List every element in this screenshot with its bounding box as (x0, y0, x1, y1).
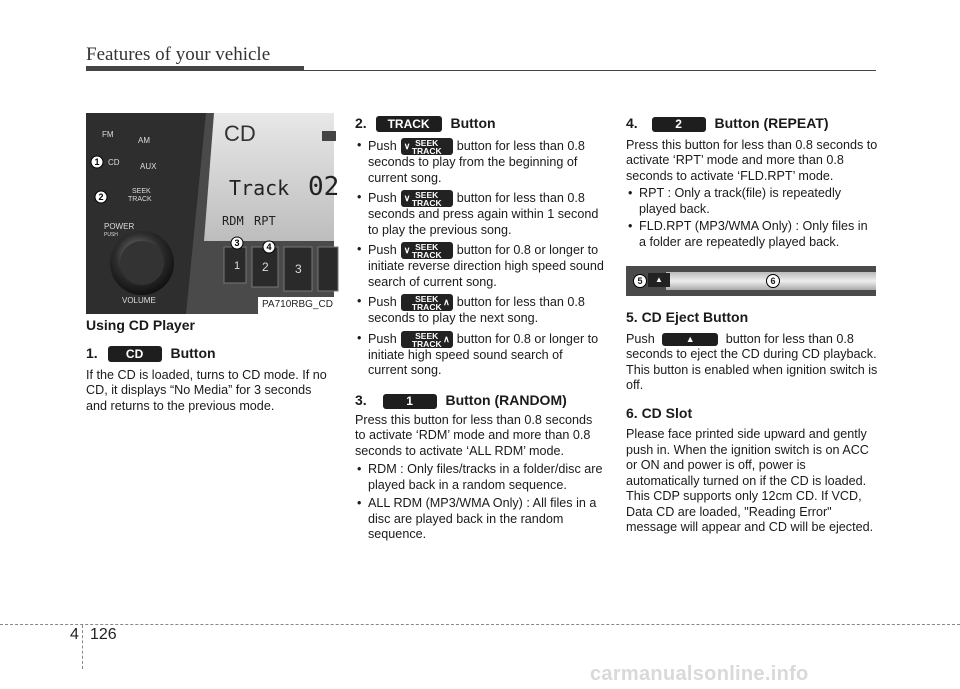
screen-rdm: RDM (222, 214, 244, 228)
column-3 (626, 116, 878, 536)
svg-text:CD: CD (108, 158, 120, 167)
callout-3: 3 (234, 238, 240, 248)
cd-panel-illustration (86, 113, 340, 314)
svg-text:3: 3 (295, 262, 302, 276)
track-bullet-3: • Push ∨ SEEK TRACK button for 0.8 or longer to initiate reverse direction high speed sound search of current song. (355, 242, 605, 290)
chapter-number: 4 (70, 626, 79, 643)
svg-text:AM: AM (138, 136, 150, 145)
track-bullet-1: • Push ∨ SEEK TRACK button for less than 0.8 seconds to play from the beginning of current song. (355, 138, 605, 186)
random-bullet-1: • RDM : Only files/tracks in a folder/disc are played back in a random sequence. (355, 462, 605, 493)
repeat-description: Press this button for less than 0.8 seconds to activate ‘RPT’ mode and more than 0.8 seconds to activate ‘FLD.RPT’ mode. (626, 137, 878, 183)
cd-slot-description: Please face printed side upward and gently push in. When the ignition switch is on ACC or ON and power is off, power is automatically turned on if the CD is loaded. This CDP supports only 12cm CD. If VCD, Data CD are loaded, "Reading Error" message will appear and CD will be ejected. (626, 427, 874, 535)
callout-5: 5 (633, 274, 647, 288)
cd-button-description: If the CD is loaded, turns to CD mode. If no CD, it displays “No Media” for 3 seconds and returns to the previous mode. (86, 367, 327, 413)
eject-key: ▲ (648, 273, 670, 287)
svg-text:PUSH: PUSH (104, 232, 118, 238)
track-bullet-5: • Push ∧ SEEK TRACK button for 0.8 or longer to initiate high speed sound search of current song. (355, 331, 605, 379)
preset-1-icon: 1 (383, 394, 437, 409)
heading-cd-slot: 6. CD Slot (626, 404, 693, 421)
section-title: Using CD Player (86, 317, 195, 333)
screen-number: 02 (308, 172, 340, 202)
column-2 (355, 116, 605, 543)
track-bullet-4: • Push ∧ SEEK TRACK button for less than 0.8 seconds to play the next song. (355, 294, 605, 327)
svg-text:FM: FM (102, 130, 114, 139)
seek-track-down-icon: ∨ SEEK TRACK (401, 190, 453, 207)
seek-track-down-icon: ∨ SEEK TRACK (401, 138, 453, 155)
svg-text:VOLUME: VOLUME (122, 296, 156, 305)
cd-button-icon: CD (108, 346, 162, 362)
random-bullet-2: • ALL RDM (MP3/WMA Only) : All files in a disc are played back in the random sequence. (355, 496, 605, 543)
preset-2-icon: 2 (652, 117, 706, 132)
heading-eject: 5. CD Eject Button (626, 309, 749, 326)
screen-track-text: Track (229, 176, 290, 200)
random-description: Press this button for less than 0.8 seconds to activate ‘RDM’ mode and more than 0.8 seconds to activate ‘ALL RDM’ mode. (355, 412, 593, 458)
svg-text:2: 2 (262, 260, 269, 274)
callout-1: 1 (94, 157, 100, 167)
svg-text:1: 1 (234, 260, 241, 272)
svg-text:TRACK: TRACK (128, 196, 152, 203)
track-bullet-2: • Push ∨ SEEK TRACK button for less than 0.8 seconds and press again within 1 second to play the previous song. (355, 190, 605, 238)
heading-random-button: 3. 1 Button (RANDOM) (355, 391, 567, 408)
callout-2: 2 (98, 192, 104, 202)
repeat-bullet-2: • FLD.RPT (MP3/WMA Only) : Only files in a folder are repeatedly played back. (626, 219, 878, 250)
figure-caption: PA710RBG_CD (262, 299, 333, 310)
page-number: 126 (90, 626, 117, 643)
cd-slot-figure (626, 266, 876, 296)
cd-panel-figure (86, 113, 340, 314)
seek-track-up-icon: ∧ SEEK TRACK (401, 294, 453, 311)
callout-4: 4 (266, 242, 272, 252)
svg-text:POWER: POWER (104, 222, 135, 231)
footer-divider (82, 625, 83, 669)
heading-track-button: 2. TRACK Button (355, 115, 496, 132)
callout-6: 6 (766, 274, 780, 288)
header-title: Features of your vehicle (86, 44, 271, 65)
repeat-bullet-1: • RPT : Only a track(file) is repeatedly played back. (626, 186, 878, 217)
track-button-icon: TRACK (376, 116, 442, 132)
seek-track-down-icon: ∨ SEEK TRACK (401, 242, 453, 259)
watermark: carmanualsonline.info (590, 663, 809, 685)
screen-cd-text: CD (224, 121, 256, 146)
seek-track-up-icon: ∧ SEEK TRACK (401, 331, 453, 348)
svg-text:AUX: AUX (140, 162, 157, 171)
svg-text:SEEK: SEEK (132, 188, 151, 195)
eject-icon: ▲ (662, 333, 718, 346)
eject-description: Push ▲ button for less than 0.8 seconds to eject the CD during CD playback. This button is enabled when ignition switch is off. (626, 331, 878, 393)
header-rule (86, 70, 876, 71)
heading-repeat-button: 4. 2 Button (REPEAT) (626, 115, 829, 131)
column-1 (86, 318, 334, 414)
screen-rpt: RPT (254, 214, 276, 228)
heading-cd-button: 1. CD Button (86, 344, 216, 361)
footer-rule (0, 624, 960, 625)
